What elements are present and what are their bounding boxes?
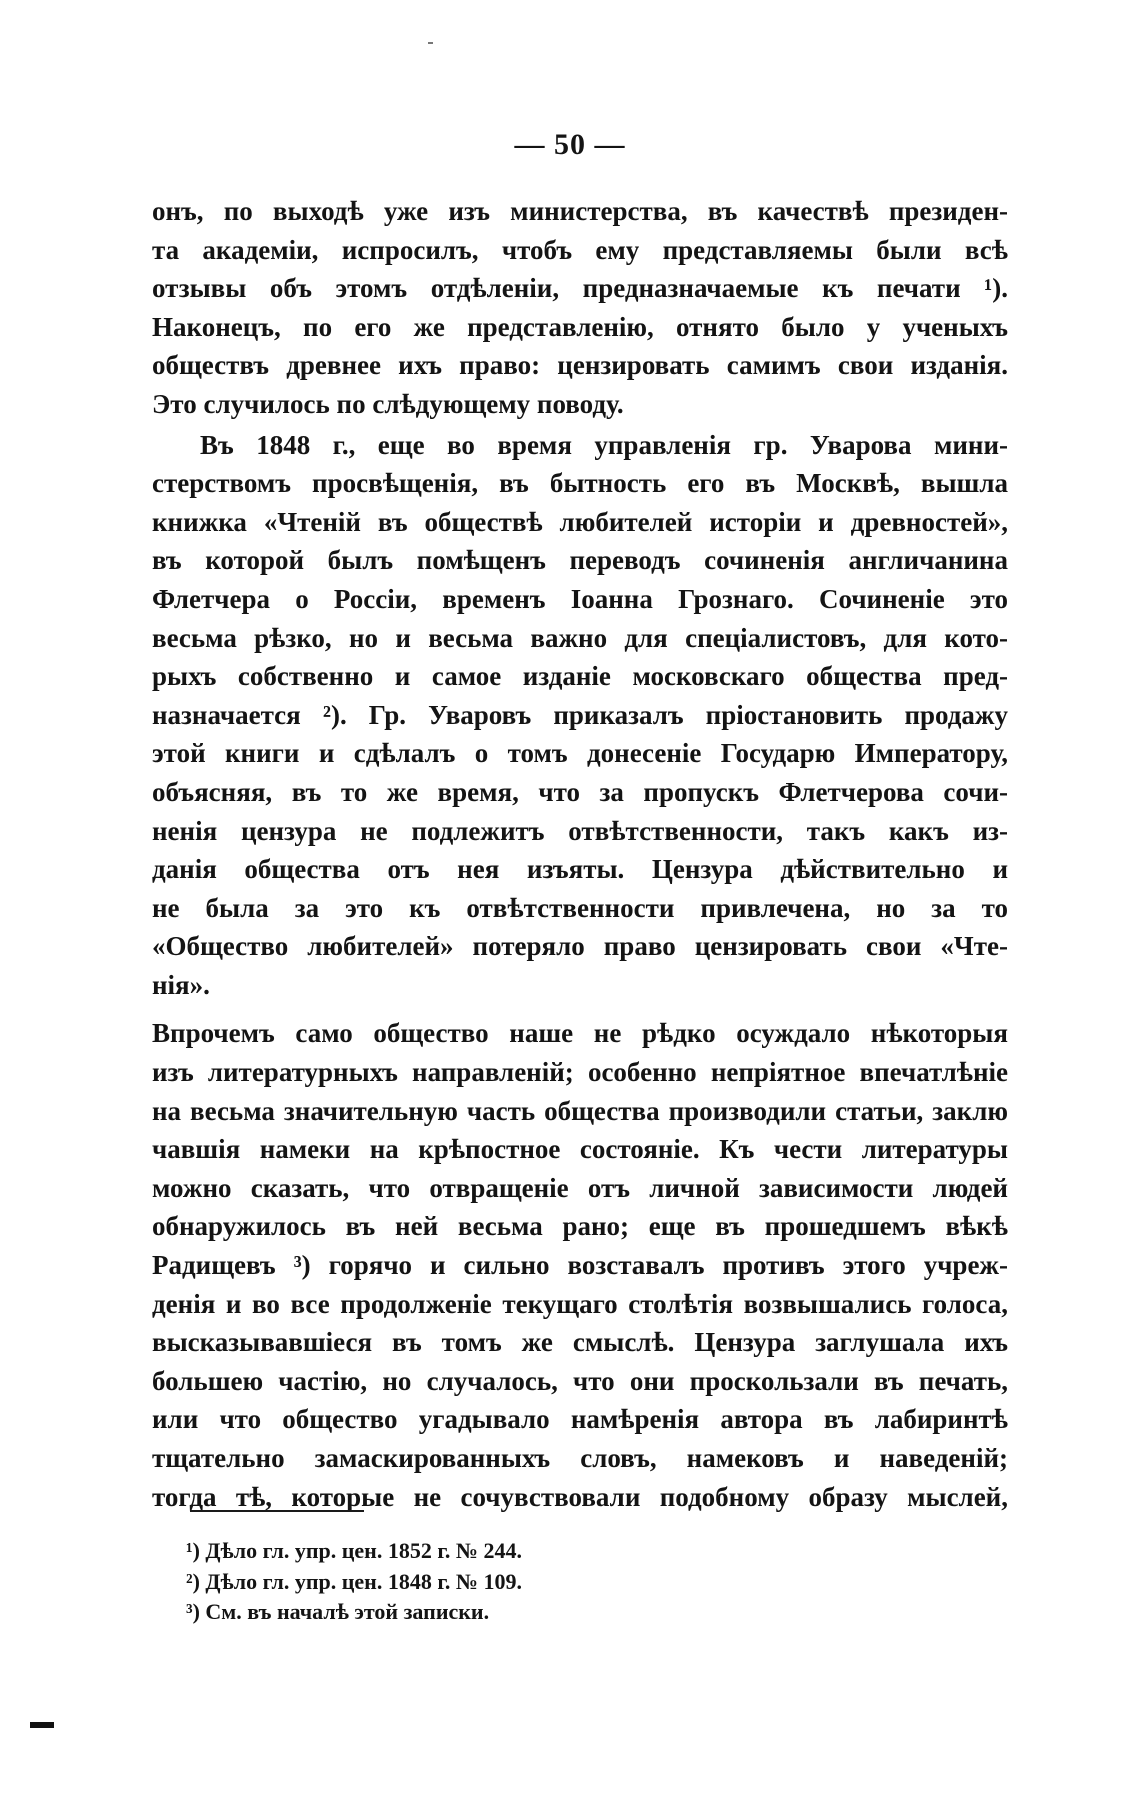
- paragraph-2: [152, 426, 1008, 1005]
- text-line: обнаружилось въ ней весьма рано; еще въ прошедшемъ вѣкѣ: [152, 1211, 1008, 1242]
- footnote-1: ¹) Дѣло гл. упр. цен. 1852 г. № 244.: [186, 1538, 522, 1563]
- text-line: ненія цензура не подлежитъ отвѣтственности, такъ какъ из-: [152, 815, 1008, 846]
- text-line: весьма рѣзко, но и весьма важно для спеціалистовъ, для кото-: [152, 622, 1008, 653]
- text-line: Это случилось по слѣдующему поводу.: [152, 388, 624, 419]
- text-line: Флетчера о Россіи, временъ Іоанна Грознаго. Сочиненіе это: [152, 583, 1008, 614]
- text-line: обществъ древнее ихъ право: цензировать самимъ свои изданія.: [152, 350, 1008, 381]
- paragraph-3: [152, 1014, 1008, 1516]
- text-line: можно сказать, что отвращеніе отъ личной зависимости людей: [152, 1172, 1008, 1203]
- text-line: тщательно замаскированныхъ словъ, намековъ и наведеній;: [152, 1443, 1008, 1473]
- text-line: стерствомъ просвѣщенія, въ бытность его въ Москвѣ, вышла: [152, 468, 1008, 499]
- footnote-3: ³) См. въ началѣ этой записки.: [186, 1599, 490, 1624]
- text-line: та академіи, испросилъ, чтобъ ему представляемы были всѣ: [152, 234, 1008, 265]
- text-line: изъ литературныхъ направленій; особенно непріятное впечатлѣніе: [152, 1057, 1008, 1088]
- text-line: въ которой былъ помѣщенъ переводъ сочиненія англичанина: [152, 545, 1008, 576]
- text-line: чавшія намеки на крѣпостное состояніе. Къ чести литературы: [152, 1134, 1008, 1165]
- text-line: тогда тѣ, которые не сочувствовали подобному образу мыслей,: [152, 1481, 1008, 1512]
- text-line: «Общество любителей» потеряло право цензировать свои «Чте-: [152, 931, 1008, 962]
- text-line: Впрочемъ само общество наше не рѣдко осуждало нѣкоторыя: [152, 1018, 1008, 1049]
- footnotes: [186, 1536, 786, 1628]
- text-line: Наконецъ, по его же представленію, отнято было у ученыхъ: [152, 311, 1008, 342]
- text-line: на весьма значительную часть общества производили статьи, заклю: [152, 1095, 1008, 1126]
- text-line: не была за это къ отвѣтственности привлечена, но за то: [152, 892, 1008, 923]
- text-line: Радищевъ ³) горячо и сильно возставалъ противъ этого учреж-: [152, 1250, 1008, 1281]
- page-number: — 50 —: [514, 128, 626, 161]
- footnote-2: ²) Дѣло гл. упр. цен. 1848 г. № 109.: [186, 1568, 522, 1594]
- text-line: онъ, по выходѣ уже изъ министерства, въ качествѣ президен-: [152, 196, 1008, 226]
- text-line: назначается ²). Гр. Уваровъ приказалъ пріостановить продажу: [152, 699, 1008, 730]
- footnote-divider: [190, 1510, 364, 1512]
- text-line: данія общества отъ нея изъяты. Цензура дѣйствительно и: [152, 854, 1008, 885]
- paragraph-1: [152, 192, 1008, 424]
- text-line: Въ 1848 г., еще во время управленія гр. Уварова мини-: [200, 429, 1008, 460]
- text-line: или что общество угадывало намѣренія автора въ лабиринтѣ: [152, 1404, 1008, 1435]
- text-line: большею частію, но случалось, что они проскользали въ печать,: [152, 1365, 1008, 1396]
- text-line: книжка «Чтеній въ обществѣ любителей исторіи и древностей»,: [152, 506, 1008, 537]
- margin-mark: [30, 1722, 54, 1728]
- text-line: этой книги и сдѣлалъ о томъ донесеніе Государю Императору,: [152, 738, 1008, 769]
- text-line: рыхъ собственно и самое изданіе московскаго общества пред-: [152, 661, 1008, 692]
- text-line: высказывавшіеся въ томъ же смыслѣ. Цензура заглушала ихъ: [152, 1327, 1008, 1358]
- text-line: отзывы объ этомъ отдѣленіи, предназначаемые къ печати ¹).: [152, 273, 1008, 304]
- scan-speck: [428, 42, 433, 44]
- text-line: денія и во все продолженіе текущаго столѣтія возвышались голоса,: [152, 1288, 1008, 1319]
- text-line: нія».: [152, 969, 210, 1000]
- text-line: объясняя, въ то же время, что за пропускъ Флетчерова сочи-: [152, 776, 1008, 807]
- main-text: [152, 192, 1008, 1516]
